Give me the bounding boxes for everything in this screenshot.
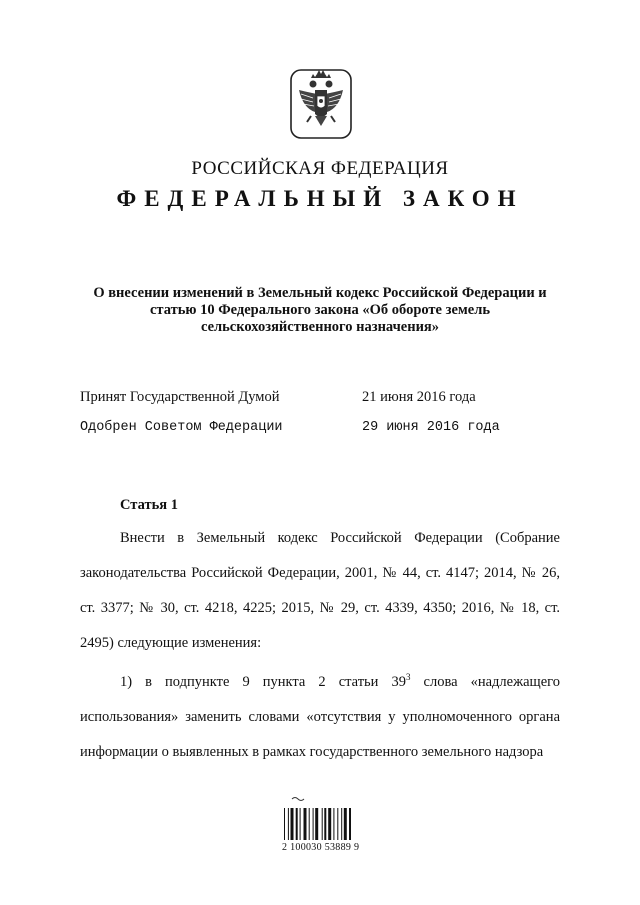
- barcode-bar: [284, 808, 285, 840]
- adopted-by-duma-date: 21 июня 2016 года: [362, 389, 476, 405]
- article-number-superscript: 3: [405, 672, 411, 683]
- coat-of-arms-emblem: [289, 68, 353, 140]
- barcode-bar: [309, 808, 310, 840]
- barcode-bar: [304, 808, 307, 840]
- law-title-line: сельскохозяйственного назначения»: [200, 319, 440, 335]
- adopted-by-duma-label: Принят Государственной Думой: [80, 389, 280, 405]
- barcode-bar: [337, 808, 338, 840]
- law-title-line: О внесении изменений в Земельный кодекс Российской Федерации и: [93, 285, 547, 301]
- barcode-bar: [315, 808, 318, 840]
- country-name: РОССИЙСКАЯ ФЕДЕРАЦИЯ: [191, 158, 449, 179]
- barcode-bar: [322, 808, 323, 840]
- barcode-bar: [333, 808, 334, 840]
- law-title: [60, 285, 580, 336]
- barcode-bar: [328, 808, 331, 840]
- article-item: [80, 665, 560, 770]
- barcode-bar: [349, 808, 351, 840]
- article-paragraph: Внести в Земельный кодекс Российской Федерации (Собрание законодательства Российской Федерации, 2001, № 44, ст. 4147; 2014, № 26, ст. 3377; № 30, ст. 4218, 4225; 2015, № 29, ст. 4339, 4350; 2016, № 18, ст. 2495) следующие изменения:: [80, 530, 560, 651]
- barcode-bar: [324, 808, 326, 840]
- law-title-line: статью 10 Федерального закона «Об обороте земель: [149, 302, 490, 318]
- barcode-bar: [341, 808, 342, 840]
- barcode-bar: [344, 808, 347, 840]
- approved-by-council-label: Одобрен Советом Федерации: [80, 420, 283, 435]
- barcode-bar: [291, 808, 294, 840]
- barcode-bar: [300, 808, 301, 840]
- barcode-number: 2 100030 53889 9: [282, 842, 360, 853]
- law-type-heading: ФЕДЕРАЛЬНЫЙ ЗАКОН: [116, 186, 524, 211]
- barcode-bar: [313, 808, 314, 840]
- barcode-bar: [296, 808, 298, 840]
- article-item-text-continued: слова «надлежащего использования» заменить словами «отсутствия у уполномоченного органа информации о выявленных в рамках государственного земельного надзора: [80, 674, 560, 760]
- article-item-text: 1) в подпункте 9 пункта 2 статьи 39: [120, 674, 406, 690]
- barcode-bar: [288, 808, 289, 840]
- article-heading: Статья 1: [120, 497, 178, 513]
- approved-by-council-date: 29 июня 2016 года: [362, 420, 500, 435]
